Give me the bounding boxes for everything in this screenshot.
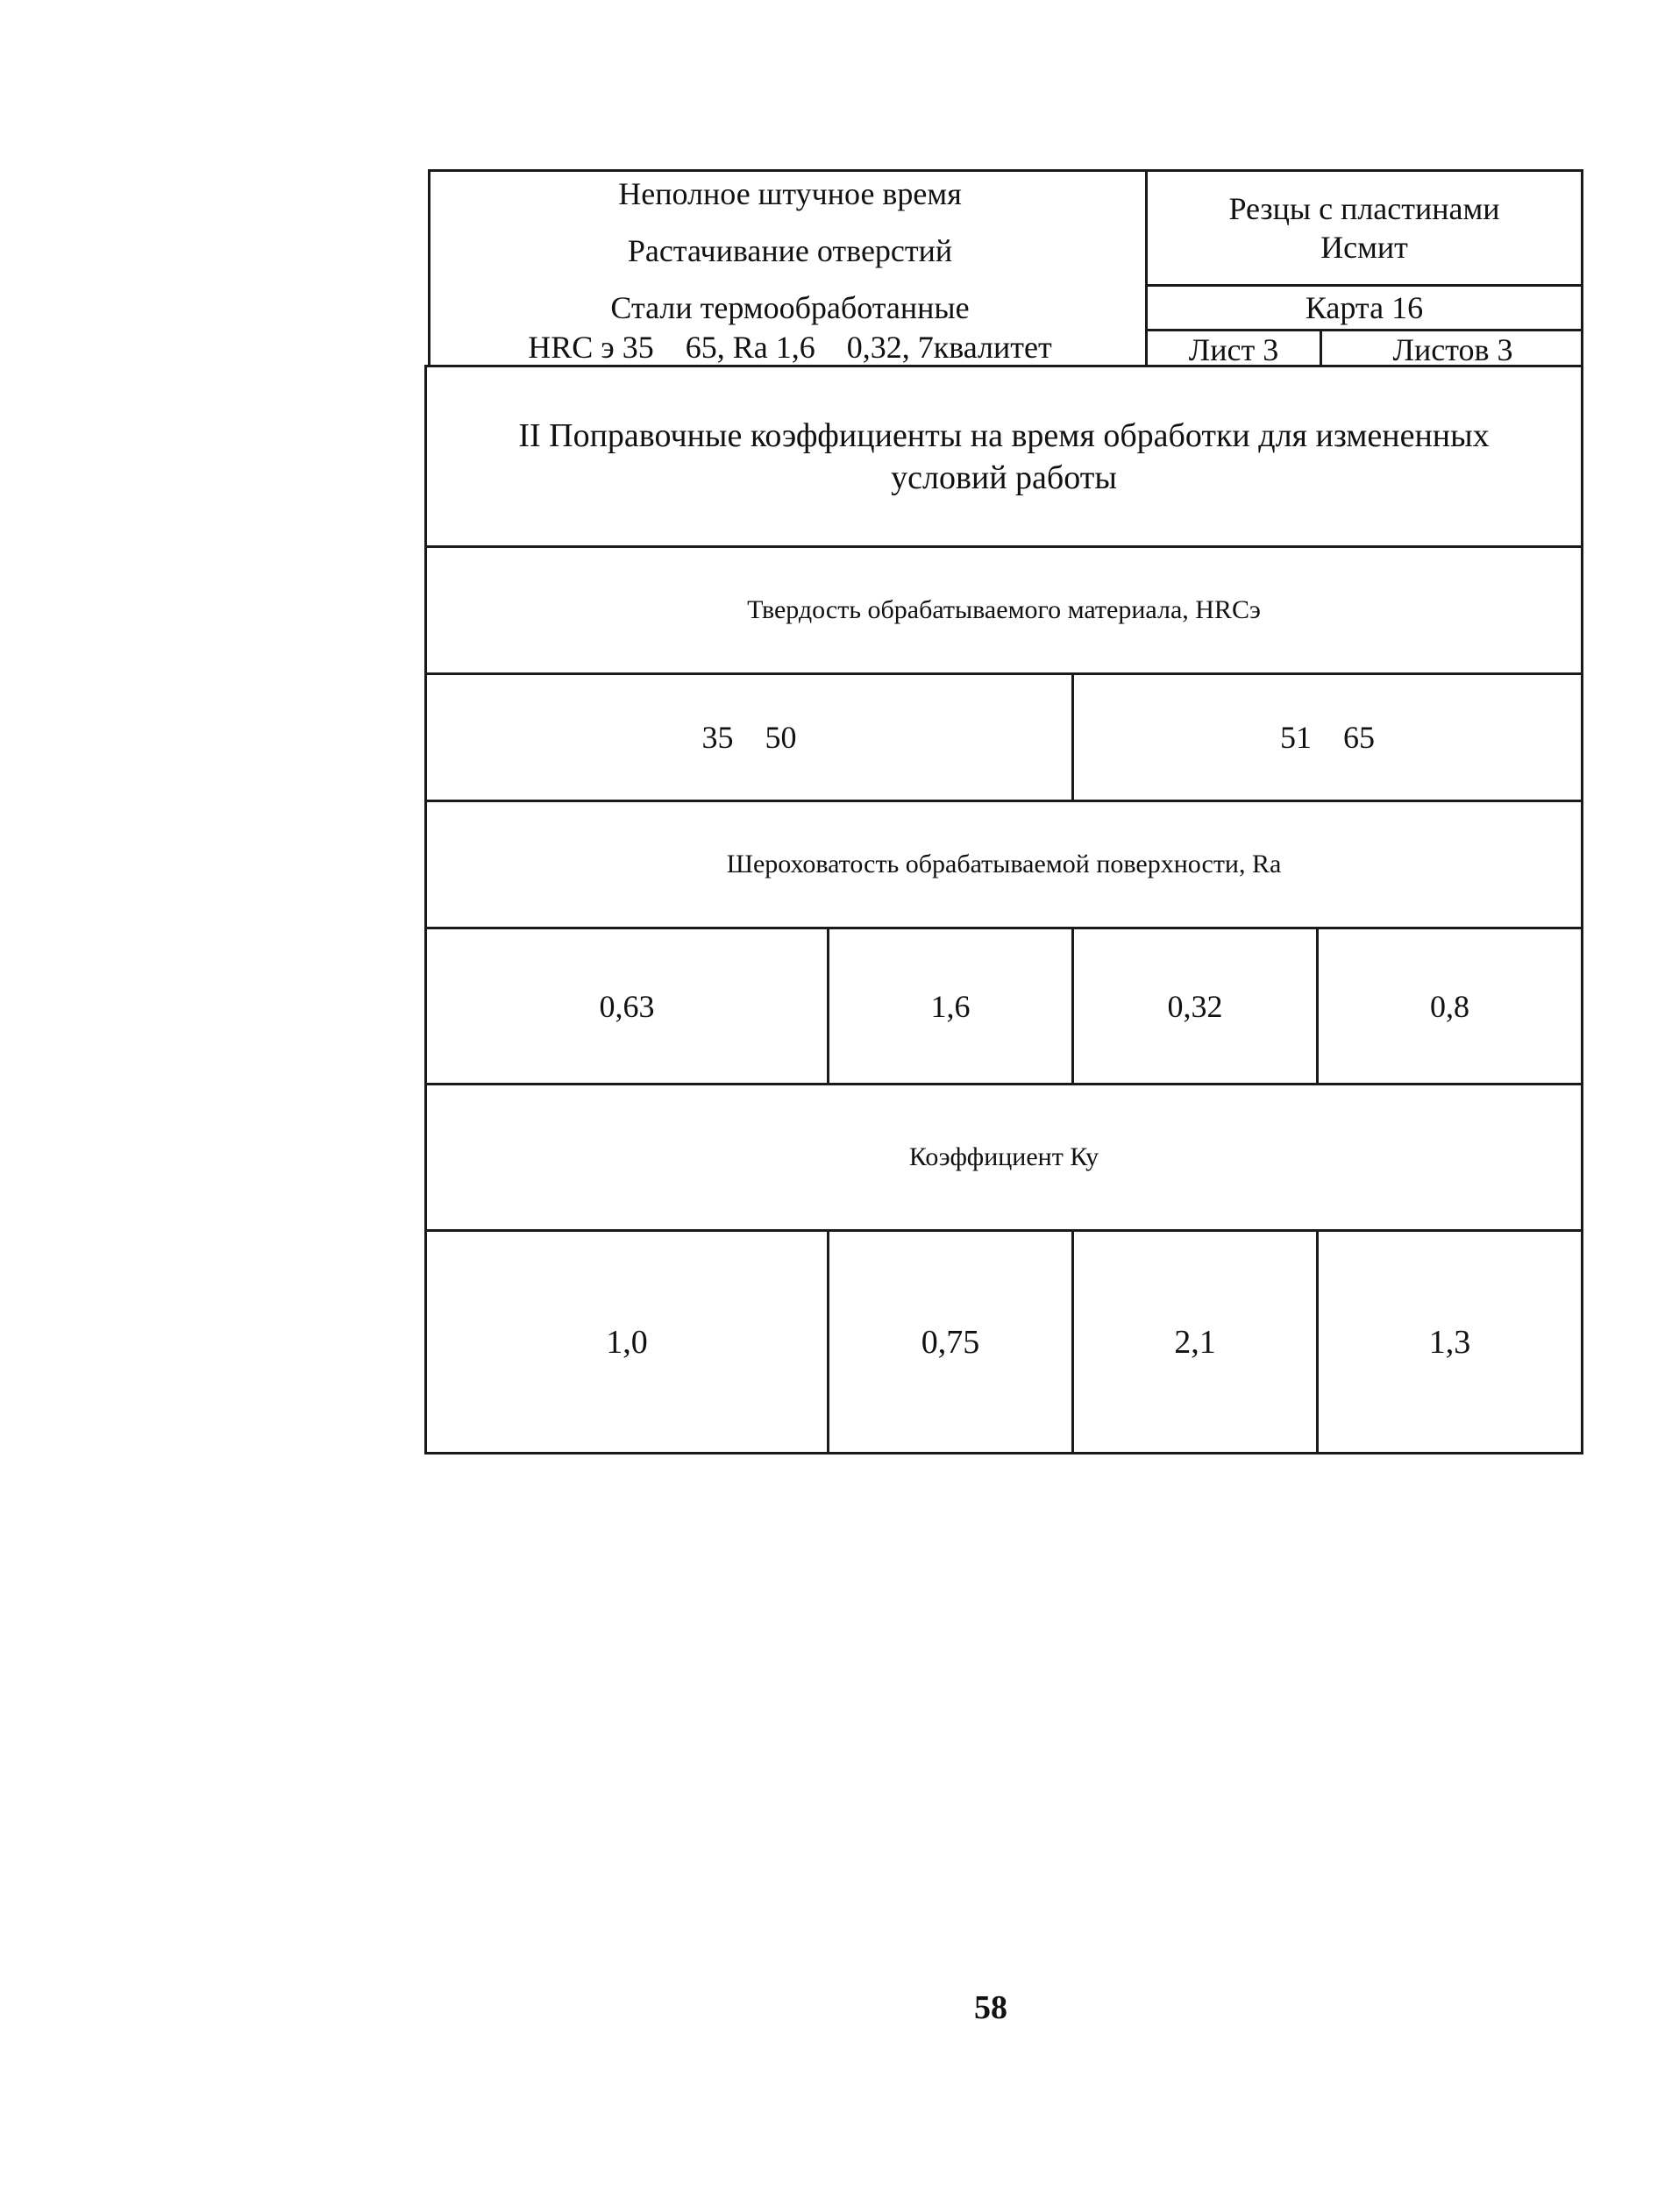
coefficient-value-1: 1,0 <box>606 1323 648 1361</box>
card-number: Карта 16 <box>1305 290 1424 325</box>
coefficient-value-4: 1,3 <box>1428 1323 1471 1361</box>
coefficient-label: Коэффициент Ку <box>908 1142 1099 1171</box>
roughness-value-3: 0,32 <box>1167 988 1223 1024</box>
roughness-value-4: 0,8 <box>1430 988 1469 1024</box>
sheet-number: Лист 3 <box>1188 331 1279 367</box>
roughness-value-2: 1,6 <box>930 988 971 1024</box>
hardness-range-1: 35 50 <box>701 720 797 755</box>
header-line-4: HRC э 35 65, Ra 1,6 0,32, 7квалитет <box>528 330 1052 365</box>
roughness-value-1: 0,63 <box>599 988 655 1024</box>
page-number: 58 <box>974 1989 1007 2026</box>
header-line-2: Растачивание отверстий <box>627 233 953 268</box>
header-line-1: Неполное штучное время <box>618 176 962 211</box>
sheets-total: Листов 3 <box>1392 331 1513 367</box>
tool-line-2: Исмит <box>1320 230 1408 265</box>
header-line-3: Стали термообработанные <box>610 290 970 325</box>
hardness-label: Твердость обрабатываемого материала, HRCэ <box>747 595 1261 624</box>
section-title: II Поправочные коэффициенты на время обработки для измененных условий работы <box>518 416 1490 496</box>
coefficient-value-2: 0,75 <box>921 1323 980 1361</box>
tool-name <box>1148 172 1581 284</box>
coefficient-value-3: 2,1 <box>1174 1323 1216 1361</box>
tool-line-1: Резцы с пластинами <box>1228 191 1500 226</box>
hardness-range-2: 51 65 <box>1280 720 1375 755</box>
roughness-label: Шероховатость обрабатываемой поверхности, Ra <box>726 850 1282 878</box>
